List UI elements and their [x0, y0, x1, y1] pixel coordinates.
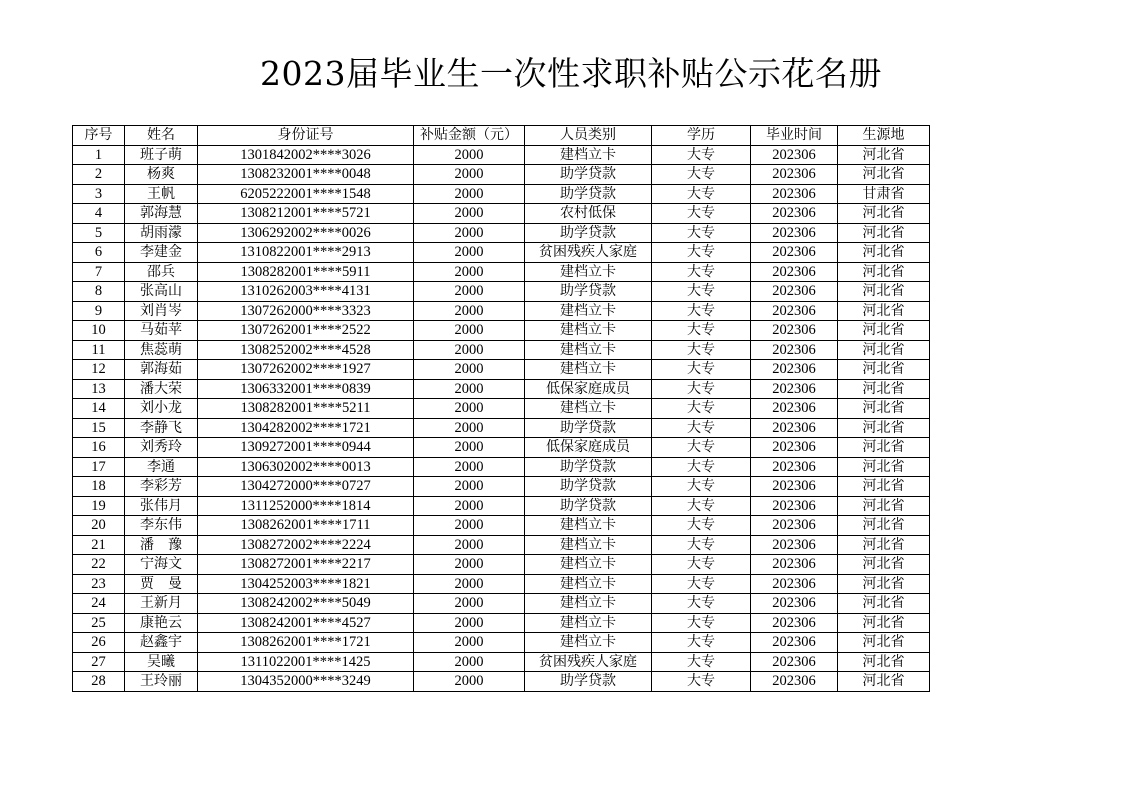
cell-education: 大专 — [652, 340, 751, 360]
cell-subsidy-amount: 2000 — [414, 204, 525, 224]
header-index: 序号 — [73, 126, 125, 146]
cell-index: 8 — [73, 282, 125, 302]
header-origin: 生源地 — [838, 126, 930, 146]
cell-name: 邵兵 — [125, 262, 198, 282]
cell-name: 郭海茹 — [125, 360, 198, 380]
cell-origin: 河北省 — [838, 672, 930, 692]
table-row — [73, 165, 930, 185]
cell-education: 大专 — [652, 165, 751, 185]
cell-subsidy-amount: 2000 — [414, 360, 525, 380]
cell-subsidy-amount: 2000 — [414, 496, 525, 516]
cell-name: 杨爽 — [125, 165, 198, 185]
cell-index: 4 — [73, 204, 125, 224]
cell-subsidy-amount: 2000 — [414, 457, 525, 477]
cell-subsidy-amount: 2000 — [414, 399, 525, 419]
header-id-number: 身份证号 — [198, 126, 414, 146]
cell-category: 建档立卡 — [525, 145, 652, 165]
cell-name: 班子萌 — [125, 145, 198, 165]
cell-origin: 河北省 — [838, 165, 930, 185]
table-row — [73, 262, 930, 282]
cell-category: 助学贷款 — [525, 418, 652, 438]
cell-education: 大专 — [652, 438, 751, 458]
table-body — [73, 145, 930, 691]
cell-index: 24 — [73, 594, 125, 614]
table-row — [73, 535, 930, 555]
cell-id-number: 6205222001****1548 — [198, 184, 414, 204]
cell-origin: 河北省 — [838, 516, 930, 536]
cell-graduation-date: 202306 — [751, 379, 838, 399]
cell-education: 大专 — [652, 282, 751, 302]
cell-subsidy-amount: 2000 — [414, 282, 525, 302]
cell-id-number: 1307262002****1927 — [198, 360, 414, 380]
cell-graduation-date: 202306 — [751, 184, 838, 204]
cell-id-number: 1308272002****2224 — [198, 535, 414, 555]
cell-id-number: 1306332001****0839 — [198, 379, 414, 399]
table-row — [73, 418, 930, 438]
cell-subsidy-amount: 2000 — [414, 438, 525, 458]
table-row — [73, 301, 930, 321]
cell-index: 11 — [73, 340, 125, 360]
cell-subsidy-amount: 2000 — [414, 672, 525, 692]
cell-subsidy-amount: 2000 — [414, 652, 525, 672]
header-name: 姓名 — [125, 126, 198, 146]
cell-origin: 河北省 — [838, 613, 930, 633]
table-row — [73, 184, 930, 204]
page-title: 2023届毕业生一次性求职补贴公示花名册 — [260, 54, 882, 93]
table-row — [73, 243, 930, 263]
cell-id-number: 1308232001****0048 — [198, 165, 414, 185]
cell-name: 李彩芳 — [125, 477, 198, 497]
cell-id-number: 1310822001****2913 — [198, 243, 414, 263]
cell-education: 大专 — [652, 262, 751, 282]
cell-index: 13 — [73, 379, 125, 399]
cell-name: 潘 豫 — [125, 535, 198, 555]
cell-category: 助学贷款 — [525, 477, 652, 497]
cell-index: 28 — [73, 672, 125, 692]
cell-name: 张伟月 — [125, 496, 198, 516]
cell-category: 助学贷款 — [525, 672, 652, 692]
cell-education: 大专 — [652, 574, 751, 594]
cell-origin: 河北省 — [838, 496, 930, 516]
cell-education: 大专 — [652, 379, 751, 399]
table-row — [73, 613, 930, 633]
cell-graduation-date: 202306 — [751, 594, 838, 614]
cell-name: 胡雨濛 — [125, 223, 198, 243]
cell-graduation-date: 202306 — [751, 477, 838, 497]
cell-graduation-date: 202306 — [751, 457, 838, 477]
cell-education: 大专 — [652, 145, 751, 165]
cell-education: 大专 — [652, 243, 751, 263]
cell-education: 大专 — [652, 360, 751, 380]
cell-education: 大专 — [652, 223, 751, 243]
cell-origin: 河北省 — [838, 535, 930, 555]
cell-category: 助学贷款 — [525, 496, 652, 516]
cell-origin: 河北省 — [838, 360, 930, 380]
cell-graduation-date: 202306 — [751, 633, 838, 653]
cell-education: 大专 — [652, 301, 751, 321]
cell-index: 10 — [73, 321, 125, 341]
cell-category: 贫困残疾人家庭 — [525, 652, 652, 672]
cell-index: 25 — [73, 613, 125, 633]
table-row — [73, 379, 930, 399]
table-row — [73, 594, 930, 614]
cell-graduation-date: 202306 — [751, 243, 838, 263]
cell-education: 大专 — [652, 652, 751, 672]
cell-origin: 河北省 — [838, 145, 930, 165]
cell-name: 赵鑫宇 — [125, 633, 198, 653]
cell-category: 助学贷款 — [525, 457, 652, 477]
cell-graduation-date: 202306 — [751, 535, 838, 555]
cell-origin: 河北省 — [838, 282, 930, 302]
cell-id-number: 1307262000****3323 — [198, 301, 414, 321]
cell-education: 大专 — [652, 457, 751, 477]
cell-id-number: 1308282001****5911 — [198, 262, 414, 282]
cell-name: 马茹苹 — [125, 321, 198, 341]
cell-origin: 河北省 — [838, 438, 930, 458]
cell-graduation-date: 202306 — [751, 418, 838, 438]
cell-id-number: 1306292002****0026 — [198, 223, 414, 243]
table-row — [73, 496, 930, 516]
cell-id-number: 1304352000****3249 — [198, 672, 414, 692]
cell-name: 宁海文 — [125, 555, 198, 575]
cell-origin: 河北省 — [838, 477, 930, 497]
cell-index: 26 — [73, 633, 125, 653]
cell-name: 张高山 — [125, 282, 198, 302]
header-graduation-date: 毕业时间 — [751, 126, 838, 146]
cell-subsidy-amount: 2000 — [414, 535, 525, 555]
cell-origin: 河北省 — [838, 223, 930, 243]
cell-graduation-date: 202306 — [751, 399, 838, 419]
cell-education: 大专 — [652, 399, 751, 419]
cell-id-number: 1308212001****5721 — [198, 204, 414, 224]
cell-category: 建档立卡 — [525, 574, 652, 594]
cell-graduation-date: 202306 — [751, 652, 838, 672]
cell-subsidy-amount: 2000 — [414, 477, 525, 497]
cell-subsidy-amount: 2000 — [414, 555, 525, 575]
cell-name: 李通 — [125, 457, 198, 477]
table-row — [73, 204, 930, 224]
table-row — [73, 652, 930, 672]
cell-category: 助学贷款 — [525, 282, 652, 302]
cell-education: 大专 — [652, 516, 751, 536]
cell-graduation-date: 202306 — [751, 204, 838, 224]
cell-index: 15 — [73, 418, 125, 438]
cell-name: 焦蕊萌 — [125, 340, 198, 360]
cell-name: 王帆 — [125, 184, 198, 204]
cell-category: 建档立卡 — [525, 340, 652, 360]
table-row — [73, 633, 930, 653]
cell-graduation-date: 202306 — [751, 223, 838, 243]
cell-graduation-date: 202306 — [751, 301, 838, 321]
cell-index: 22 — [73, 555, 125, 575]
cell-subsidy-amount: 2000 — [414, 223, 525, 243]
cell-category: 贫困残疾人家庭 — [525, 243, 652, 263]
cell-subsidy-amount: 2000 — [414, 594, 525, 614]
cell-origin: 河北省 — [838, 574, 930, 594]
cell-graduation-date: 202306 — [751, 574, 838, 594]
table-row — [73, 477, 930, 497]
cell-graduation-date: 202306 — [751, 438, 838, 458]
cell-index: 17 — [73, 457, 125, 477]
cell-name: 刘肖岑 — [125, 301, 198, 321]
cell-graduation-date: 202306 — [751, 496, 838, 516]
header-education: 学历 — [652, 126, 751, 146]
cell-subsidy-amount: 2000 — [414, 184, 525, 204]
table-row — [73, 223, 930, 243]
cell-graduation-date: 202306 — [751, 165, 838, 185]
cell-index: 6 — [73, 243, 125, 263]
cell-subsidy-amount: 2000 — [414, 418, 525, 438]
cell-category: 建档立卡 — [525, 399, 652, 419]
cell-origin: 河北省 — [838, 594, 930, 614]
cell-id-number: 1310262003****4131 — [198, 282, 414, 302]
cell-id-number: 1308252002****4528 — [198, 340, 414, 360]
cell-origin: 河北省 — [838, 633, 930, 653]
cell-education: 大专 — [652, 496, 751, 516]
cell-id-number: 1308242002****5049 — [198, 594, 414, 614]
cell-graduation-date: 202306 — [751, 282, 838, 302]
cell-education: 大专 — [652, 184, 751, 204]
cell-graduation-date: 202306 — [751, 672, 838, 692]
table-row — [73, 340, 930, 360]
cell-origin: 河北省 — [838, 262, 930, 282]
cell-name: 刘秀玲 — [125, 438, 198, 458]
cell-education: 大专 — [652, 204, 751, 224]
cell-category: 建档立卡 — [525, 613, 652, 633]
cell-category: 助学贷款 — [525, 223, 652, 243]
cell-name: 潘大荣 — [125, 379, 198, 399]
table-row — [73, 321, 930, 341]
table-row — [73, 282, 930, 302]
table-row — [73, 360, 930, 380]
cell-index: 9 — [73, 301, 125, 321]
cell-graduation-date: 202306 — [751, 516, 838, 536]
cell-graduation-date: 202306 — [751, 145, 838, 165]
cell-category: 建档立卡 — [525, 633, 652, 653]
table-row — [73, 457, 930, 477]
cell-index: 16 — [73, 438, 125, 458]
cell-education: 大专 — [652, 418, 751, 438]
cell-id-number: 1308242001****4527 — [198, 613, 414, 633]
cell-name: 王新月 — [125, 594, 198, 614]
cell-education: 大专 — [652, 633, 751, 653]
cell-name: 李静飞 — [125, 418, 198, 438]
cell-id-number: 1311022001****1425 — [198, 652, 414, 672]
cell-id-number: 1301842002****3026 — [198, 145, 414, 165]
cell-subsidy-amount: 2000 — [414, 379, 525, 399]
cell-id-number: 1308272001****2217 — [198, 555, 414, 575]
cell-education: 大专 — [652, 594, 751, 614]
cell-origin: 河北省 — [838, 321, 930, 341]
cell-id-number: 1304282002****1721 — [198, 418, 414, 438]
cell-subsidy-amount: 2000 — [414, 145, 525, 165]
cell-category: 助学贷款 — [525, 184, 652, 204]
cell-id-number: 1304272000****0727 — [198, 477, 414, 497]
cell-origin: 河北省 — [838, 340, 930, 360]
cell-index: 18 — [73, 477, 125, 497]
cell-category: 建档立卡 — [525, 301, 652, 321]
cell-index: 2 — [73, 165, 125, 185]
cell-subsidy-amount: 2000 — [414, 574, 525, 594]
cell-origin: 甘肃省 — [838, 184, 930, 204]
cell-education: 大专 — [652, 535, 751, 555]
cell-id-number: 1311252000****1814 — [198, 496, 414, 516]
cell-id-number: 1307262001****2522 — [198, 321, 414, 341]
cell-name: 郭海慧 — [125, 204, 198, 224]
cell-index: 19 — [73, 496, 125, 516]
cell-origin: 河北省 — [838, 243, 930, 263]
cell-category: 助学贷款 — [525, 165, 652, 185]
cell-index: 20 — [73, 516, 125, 536]
cell-name: 贾 曼 — [125, 574, 198, 594]
cell-id-number: 1308262001****1711 — [198, 516, 414, 536]
cell-origin: 河北省 — [838, 457, 930, 477]
cell-index: 21 — [73, 535, 125, 555]
cell-category: 低保家庭成员 — [525, 379, 652, 399]
cell-origin: 河北省 — [838, 204, 930, 224]
cell-index: 27 — [73, 652, 125, 672]
cell-category: 建档立卡 — [525, 535, 652, 555]
cell-subsidy-amount: 2000 — [414, 262, 525, 282]
cell-graduation-date: 202306 — [751, 360, 838, 380]
cell-subsidy-amount: 2000 — [414, 301, 525, 321]
cell-category: 建档立卡 — [525, 516, 652, 536]
cell-index: 14 — [73, 399, 125, 419]
table-row — [73, 574, 930, 594]
cell-index: 1 — [73, 145, 125, 165]
cell-education: 大专 — [652, 477, 751, 497]
cell-category: 建档立卡 — [525, 262, 652, 282]
cell-category: 农村低保 — [525, 204, 652, 224]
cell-graduation-date: 202306 — [751, 340, 838, 360]
table-row — [73, 516, 930, 536]
cell-id-number: 1308282001****5211 — [198, 399, 414, 419]
cell-education: 大专 — [652, 321, 751, 341]
cell-category: 建档立卡 — [525, 555, 652, 575]
cell-education: 大专 — [652, 555, 751, 575]
header-subsidy-amount: 补贴金额（元） — [414, 126, 525, 146]
cell-origin: 河北省 — [838, 379, 930, 399]
cell-index: 23 — [73, 574, 125, 594]
cell-education: 大专 — [652, 672, 751, 692]
cell-origin: 河北省 — [838, 418, 930, 438]
cell-graduation-date: 202306 — [751, 321, 838, 341]
table-row — [73, 145, 930, 165]
header-category: 人员类别 — [525, 126, 652, 146]
table-header-row — [73, 126, 930, 146]
cell-graduation-date: 202306 — [751, 613, 838, 633]
cell-subsidy-amount: 2000 — [414, 613, 525, 633]
cell-id-number: 1309272001****0944 — [198, 438, 414, 458]
cell-index: 7 — [73, 262, 125, 282]
cell-category: 建档立卡 — [525, 321, 652, 341]
cell-name: 李建金 — [125, 243, 198, 263]
cell-origin: 河北省 — [838, 399, 930, 419]
cell-education: 大专 — [652, 613, 751, 633]
cell-category: 建档立卡 — [525, 594, 652, 614]
cell-name: 吴曦 — [125, 652, 198, 672]
roster-table — [72, 125, 930, 692]
cell-index: 3 — [73, 184, 125, 204]
cell-index: 12 — [73, 360, 125, 380]
cell-id-number: 1306302002****0013 — [198, 457, 414, 477]
cell-id-number: 1308262001****1721 — [198, 633, 414, 653]
cell-subsidy-amount: 2000 — [414, 633, 525, 653]
cell-subsidy-amount: 2000 — [414, 321, 525, 341]
table-row — [73, 399, 930, 419]
cell-name: 李东伟 — [125, 516, 198, 536]
cell-subsidy-amount: 2000 — [414, 165, 525, 185]
cell-graduation-date: 202306 — [751, 555, 838, 575]
cell-id-number: 1304252003****1821 — [198, 574, 414, 594]
cell-subsidy-amount: 2000 — [414, 243, 525, 263]
cell-name: 刘小龙 — [125, 399, 198, 419]
cell-name: 康艳云 — [125, 613, 198, 633]
cell-category: 建档立卡 — [525, 360, 652, 380]
cell-origin: 河北省 — [838, 555, 930, 575]
cell-graduation-date: 202306 — [751, 262, 838, 282]
cell-origin: 河北省 — [838, 301, 930, 321]
cell-category: 低保家庭成员 — [525, 438, 652, 458]
cell-origin: 河北省 — [838, 652, 930, 672]
cell-index: 5 — [73, 223, 125, 243]
cell-subsidy-amount: 2000 — [414, 340, 525, 360]
table-row — [73, 555, 930, 575]
table-row — [73, 438, 930, 458]
table-row — [73, 672, 930, 692]
cell-subsidy-amount: 2000 — [414, 516, 525, 536]
cell-name: 王玲丽 — [125, 672, 198, 692]
